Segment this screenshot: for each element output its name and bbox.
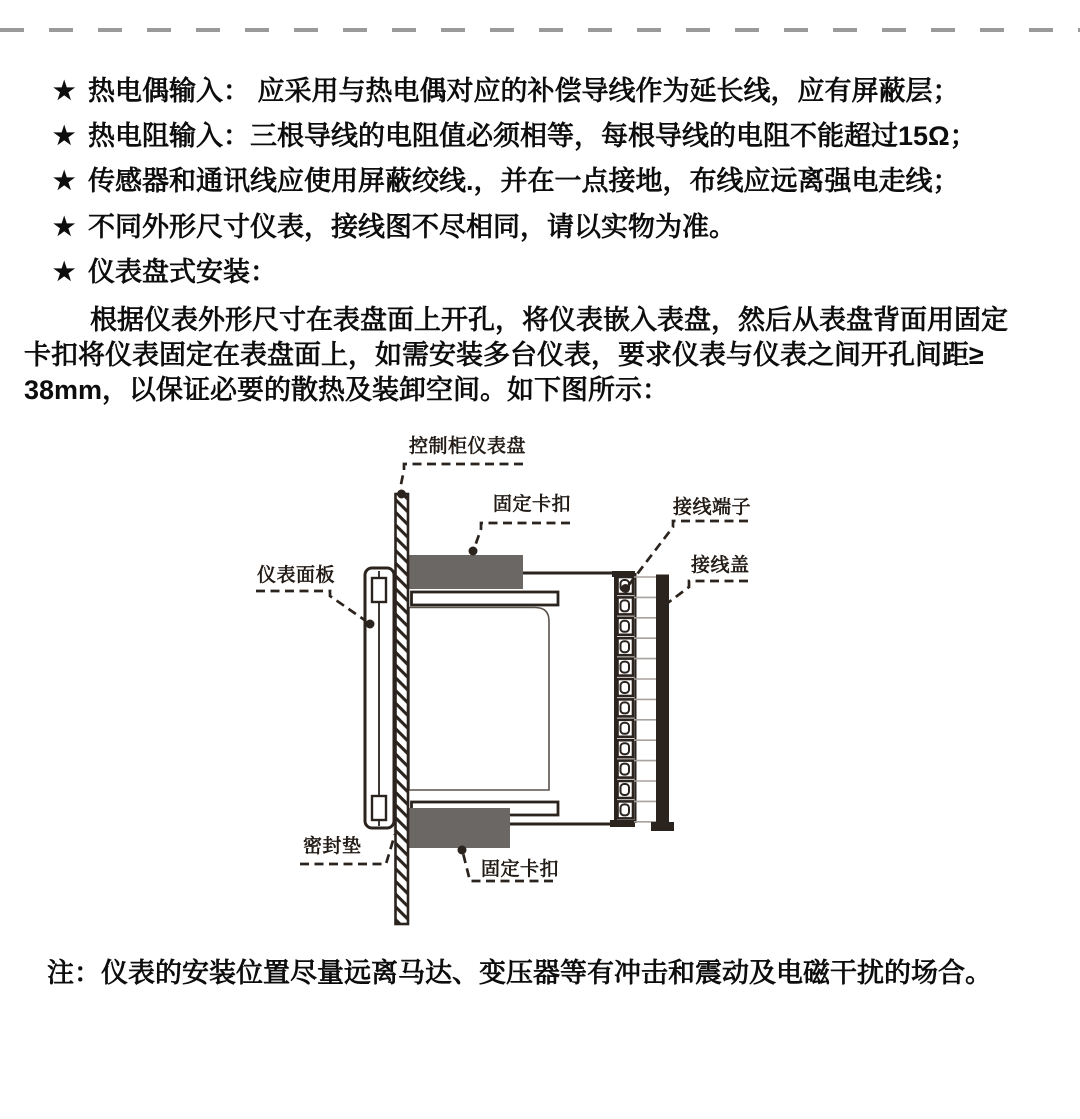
star-bullet-icon: ★ [53, 258, 76, 286]
label-terminals: 接线端子 [673, 497, 752, 518]
label-wiring-cover: 接线盖 [691, 555, 750, 576]
fixing-clip-top [406, 555, 523, 589]
wiring-cover-bar [656, 575, 669, 826]
bullet-text: 不同外形尺寸仪表，接线图不尽相同，请以实物为准。 [88, 212, 736, 242]
clip-top-callout-dot [469, 547, 478, 556]
star-bullet-icon: ★ [53, 77, 76, 105]
front-panel-callout-line [256, 591, 366, 621]
clip-top-callout-line [474, 523, 570, 549]
clip-bottom-callout-dot [458, 846, 467, 855]
label-fixing-clip-top: 固定卡扣 [493, 494, 572, 515]
fixing-clip-bottom [402, 808, 510, 848]
terminal-wire-separators [634, 577, 656, 822]
wiring-cover-foot [651, 822, 674, 831]
bullet-text: 热电阻输入：三根导线的电阻值必须相等，每根导线的电阻不能超过15Ω； [88, 121, 977, 151]
terminal-cap-bottom [610, 820, 635, 827]
bullet-text: 热电偶输入： 应采用与热电偶对应的补偿导线作为延长线，应有屏蔽层； [88, 76, 960, 106]
paragraph-line-3: 38mm，以保证必要的散热及装卸空间。如下图所示： [24, 375, 670, 405]
panel-callout-dot [397, 490, 406, 499]
cabinet-panel-bar [396, 494, 409, 924]
star-bullet-icon: ★ [53, 213, 76, 241]
panel-callout-line [400, 464, 523, 489]
label-gasket: 密封垫 [303, 836, 362, 857]
bullet-text: 传感器和通讯线应使用屏蔽绞线.，并在一点接地，布线应远离强电走线； [88, 166, 960, 196]
bezel-slot-bottom [372, 796, 386, 820]
bullet-text: 仪表盘式安装： [88, 257, 277, 287]
label-cabinet-panel: 控制柜仪表盘 [409, 436, 527, 457]
paragraph-line-1: 根据仪表外形尺寸在表盘面上开孔，将仪表嵌入表盘，然后从表盘背面用固定 [90, 305, 1008, 335]
instrument-inner-block [409, 608, 549, 791]
terminal-block [618, 577, 634, 818]
label-fixing-clip-bottom: 固定卡扣 [481, 859, 560, 880]
install-note: 注：仪表的安装位置尽量远离马达、变压器等有冲击和震动及电磁干扰的场合。 [47, 958, 992, 988]
star-bullet-icon: ★ [53, 122, 76, 150]
paragraph-line-2: 卡扣将仪表固定在表盘面上，如需安装多台仪表，要求仪表与仪表之间开孔间距≥ [24, 340, 984, 370]
label-front-panel: 仪表面板 [257, 565, 336, 586]
bezel-slot-top [372, 578, 386, 602]
cover-callout-line [661, 581, 748, 608]
clip-rail-top [412, 592, 559, 605]
terminals-callout-dot [621, 584, 630, 593]
front-panel-callout-dot [366, 620, 375, 629]
star-bullet-icon: ★ [53, 167, 76, 195]
